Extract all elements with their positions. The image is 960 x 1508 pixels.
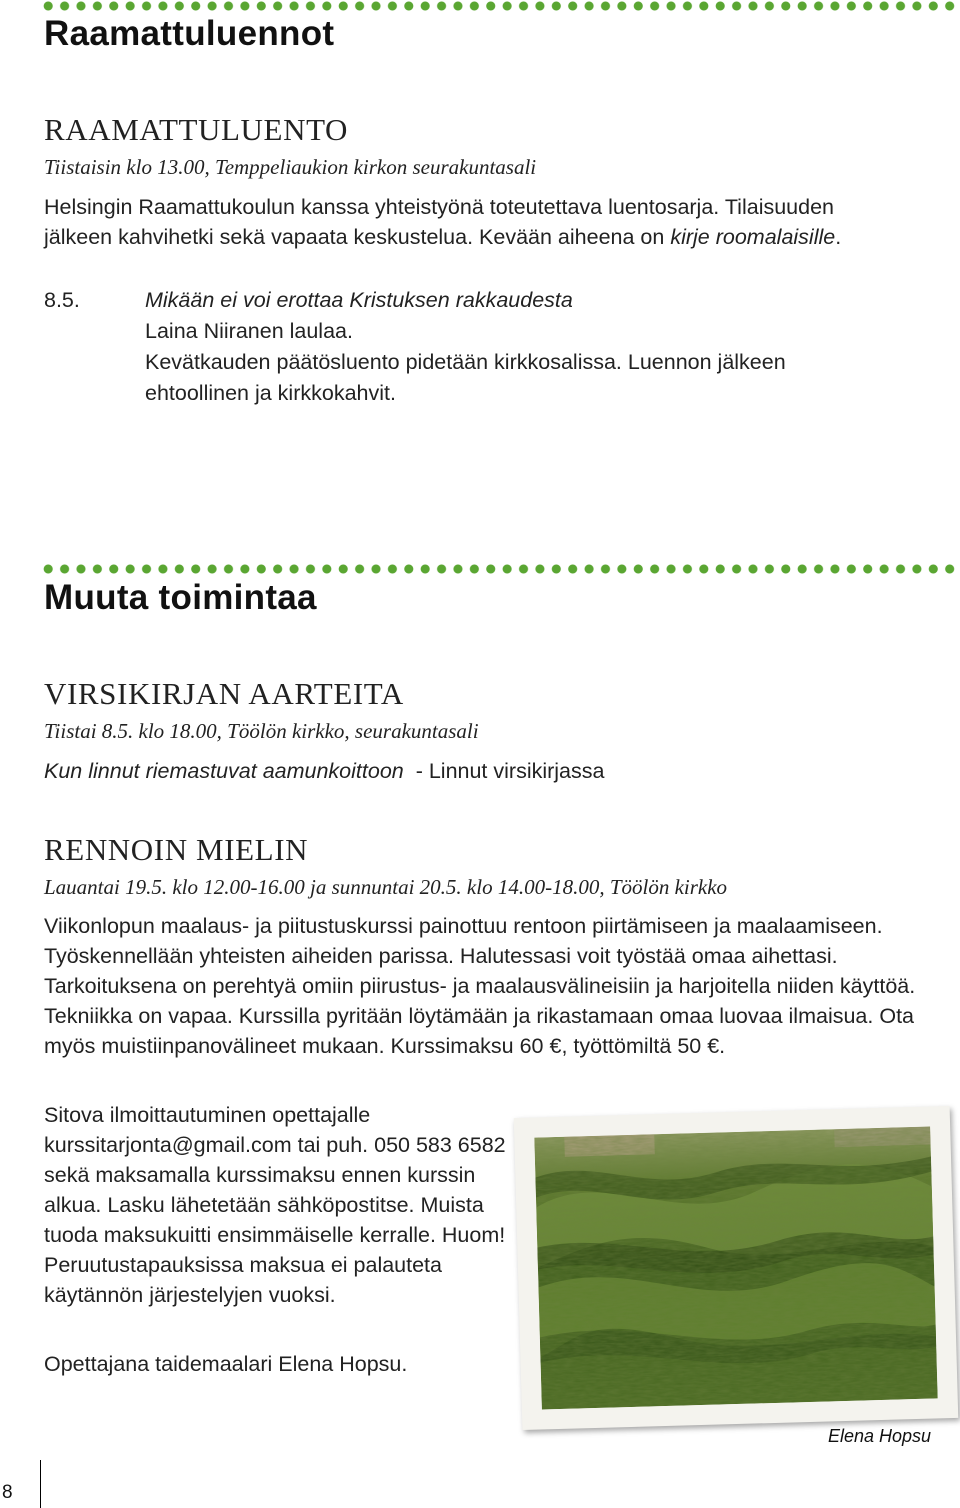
signup-info: Sitova ilmoittautuminen opettajalle kurssitarjonta@gmail.com tai puh. 050 583 6582 sekä maksamalla kurssimaksu ennen kurssin alkua. Lasku lähetetään sähköpostitse. Muista tuoda maksukuitti ensimmäiselle kerralle. Huom! Peruutustapauksissa maksua ei palauteta käytännön järjestelyjen vuoksi. — [44, 1103, 506, 1307]
lecture-line-4: ehtoollinen ja kirkkokahvit. — [145, 381, 396, 405]
event-desc-virsikirjan-aarteita — [44, 756, 924, 786]
intro-body: Helsingin Raamattukoulun kanssa yhteistyönä toteutettava luentosarja. Tilaisuuden jälkeen kahvihetki sekä vapaata keskustelua. Kevään aiheena on — [44, 195, 835, 249]
painting-caption: Elena Hopsu — [828, 1426, 932, 1446]
intro-topic: kirje roomalaisille — [670, 225, 836, 249]
teacher-info: Opettajana taidemaalari Elena Hopsu. — [44, 1352, 408, 1376]
page-number: 8 — [2, 1482, 13, 1503]
event-intro-text — [44, 192, 894, 252]
dotted-divider-middle — [40, 563, 960, 575]
section-heading-muuta-toimintaa: Muuta toimintaa — [44, 578, 317, 617]
event-meta-rennoin-mielin: Lauantai 19.5. klo 12.00-16.00 ja sunnuntai 20.5. klo 14.00-18.00, Töölön kirkko — [44, 875, 728, 899]
lecture-line-3: Kevätkauden päätösluento pidetään kirkkosalissa. Luennon jälkeen — [145, 350, 786, 374]
lecture-line-2: Laina Niiranen laulaa. — [145, 319, 353, 343]
event-desc-italic: Kun linnut riemastuvat aamunkoittoon — [44, 759, 404, 783]
event-desc-rennoin-mielin: Viikonlopun maalaus- ja piitustuskurssi painottuu rentoon piirtämiseen ja maalaamiseen. Työskennellään yhteisten aiheiden parissa. Halutessasi voit työstää omaa aihettasi. Tarkoituksena on perehtyä omiin piirustus- ja maalausvälineisiin ja harjoitella niiden käyttöä. Tekniikka on vapaa. Kurssilla pyritään löytämään ja rikastamaan omaa luovaa ilmaisua. Ota myös muistiinpanovälineet mukaan. Kurssimaksu 60 €, työttömiltä 50 €. — [44, 914, 916, 1058]
event-title-raamattuluento: RAAMATTULUENTO — [44, 112, 349, 147]
lecture-date: 8.5. — [44, 288, 80, 312]
painting-image — [514, 1106, 959, 1430]
page-margin-line — [40, 1460, 41, 1508]
intro-end: . — [835, 225, 842, 249]
painting-canvas — [534, 1127, 937, 1410]
dotted-divider-top — [40, 0, 960, 12]
event-desc-rest: - Linnut virsikirjassa — [403, 759, 605, 783]
section-heading-raamattuluennot: Raamattuluennot — [44, 14, 335, 53]
event-title-rennoin-mielin: RENNOIN MIELIN — [44, 832, 309, 867]
event-meta-raamattuluento: Tiistaisin klo 13.00, Temppeliaukion kirkon seurakuntasali — [44, 155, 537, 179]
lecture-title: Mikään ei voi erottaa Kristuksen rakkaudesta — [145, 288, 573, 312]
event-title-virsikirjan-aarteita: VIRSIKIRJAN AARTEITA — [44, 676, 404, 711]
event-meta-virsikirjan-aarteita: Tiistai 8.5. klo 18.00, Töölön kirkko, seurakuntasali — [44, 719, 479, 743]
